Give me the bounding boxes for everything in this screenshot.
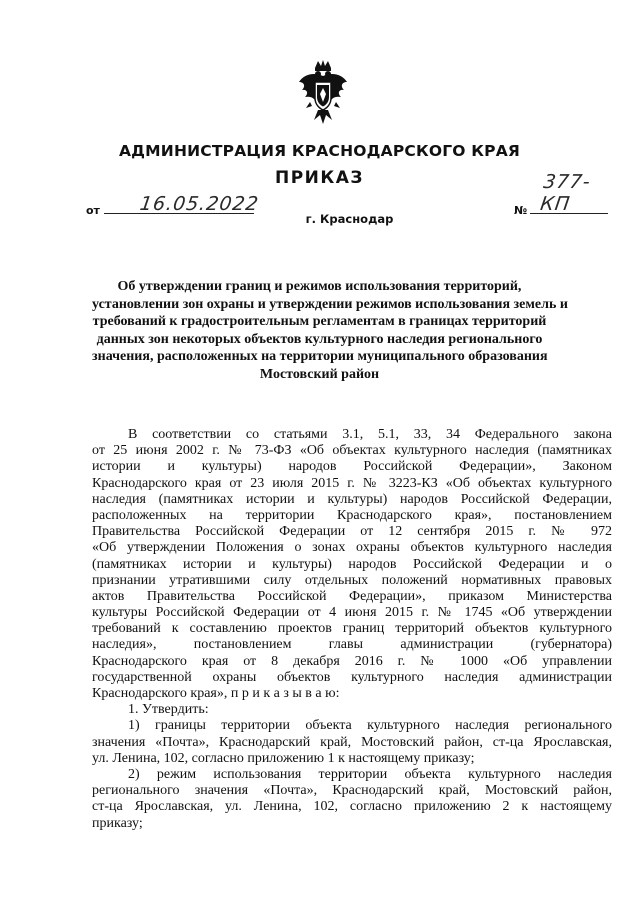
body-line: от 25 июня 2002 г. № 73-ФЗ «Об объектах культурного наследия (памятниках — [92, 443, 612, 459]
body-line: 1) границы территории объекта культурного наследия регионального — [128, 718, 612, 734]
body-line: приказу; — [92, 815, 143, 831]
city-label: г. Краснодар — [305, 212, 394, 226]
title-line: данных зон некоторых объектов культурного наследия регионального — [96, 331, 543, 347]
body-line: ул. Ленина, 102, согласно приложению 1 к настоящему приказу; — [92, 750, 475, 766]
body-line: (памятниках истории и культуры) народов Российской Федерации и о — [92, 556, 612, 572]
body-line: Краснодарского края», п р и к а з ы в а ю: — [92, 686, 340, 701]
body-line: 2) режим использования территории объекта культурного наследия — [128, 766, 612, 782]
number-label: № — [514, 204, 528, 217]
body-line: Правительства Российской Федерации от 12 сентября 2015 г. № 972 — [92, 524, 612, 540]
body-line: истории и культуры) народов Российской Федерации», Законом — [92, 459, 612, 475]
body-line: 1. Утвердить: — [128, 702, 209, 718]
body-line: актов Правительства Российской Федерации», приказом Министерства — [92, 588, 612, 604]
title-line: установлении зон охраны и утверждении режимов использования земель и — [92, 296, 568, 312]
body-line: требований к составлению проектов границ территорий объектов культурного — [92, 621, 612, 637]
body-line: «Об утверждении Положения о зонах охраны объектов культурного наследия — [92, 540, 612, 556]
number-field — [530, 171, 608, 215]
body-line: Краснодарского края от 8 декабря 2016 г. № 1000 «Об управлении — [92, 653, 612, 669]
handwritten-number: 377-КП — [538, 171, 593, 215]
body-line: В соответствии со статьями 3.1, 5.1, 33, 34 Федерального закона — [128, 427, 612, 442]
title-line: Мостовский район — [259, 366, 380, 382]
document-title — [92, 278, 568, 383]
coat-of-arms-emblem — [296, 58, 350, 128]
document-type: ПРИКАЗ — [274, 168, 365, 188]
administration-title: АДМИНИСТРАЦИЯ КРАСНОДАРСКОГО КРАЯ — [118, 142, 521, 160]
date-field — [104, 193, 261, 215]
body-line: признании утратившими силу отдельных положений нормативных правовых — [92, 572, 612, 588]
document-body — [92, 427, 612, 832]
body-line: Краснодарского края от 23 июля 2015 г. № 3223-КЗ «Об объектах культурного — [92, 475, 612, 491]
body-line: наследия (памятниках истории и культуры) народов Российской Федерации, — [92, 491, 612, 507]
body-line: государственной охраны объектов культурного наследия администрации — [92, 669, 612, 685]
body-line: ст-ца Ярославская, ул. Ленина, 102, согласно приложению 2 к настоящему — [92, 799, 612, 815]
body-line: расположенных на территории Краснодарского края», постановлением — [92, 507, 612, 523]
handwritten-date: 16.05.2022 — [138, 193, 261, 215]
title-line: значения, расположенных на территории муниципального образования — [92, 349, 548, 364]
title-line: Об утверждении границ и режимов использования территорий, — [117, 279, 522, 294]
body-line: наследия», постановлением главы администрации (губернатора) — [92, 637, 612, 653]
body-line: культуры Российской Федерации от 4 июня 2015 г. № 1745 «Об утверждении — [92, 605, 612, 621]
title-line: требований к градостроительным регламентам в границах территорий — [92, 314, 547, 329]
body-line: значения «Почта», Краснодарский край, Мостовский район, ст-ца Ярославская, — [92, 734, 612, 750]
date-label: от — [86, 204, 100, 217]
body-line: регионального значения «Почта», Краснодарский край, Мостовский район, — [92, 783, 612, 799]
